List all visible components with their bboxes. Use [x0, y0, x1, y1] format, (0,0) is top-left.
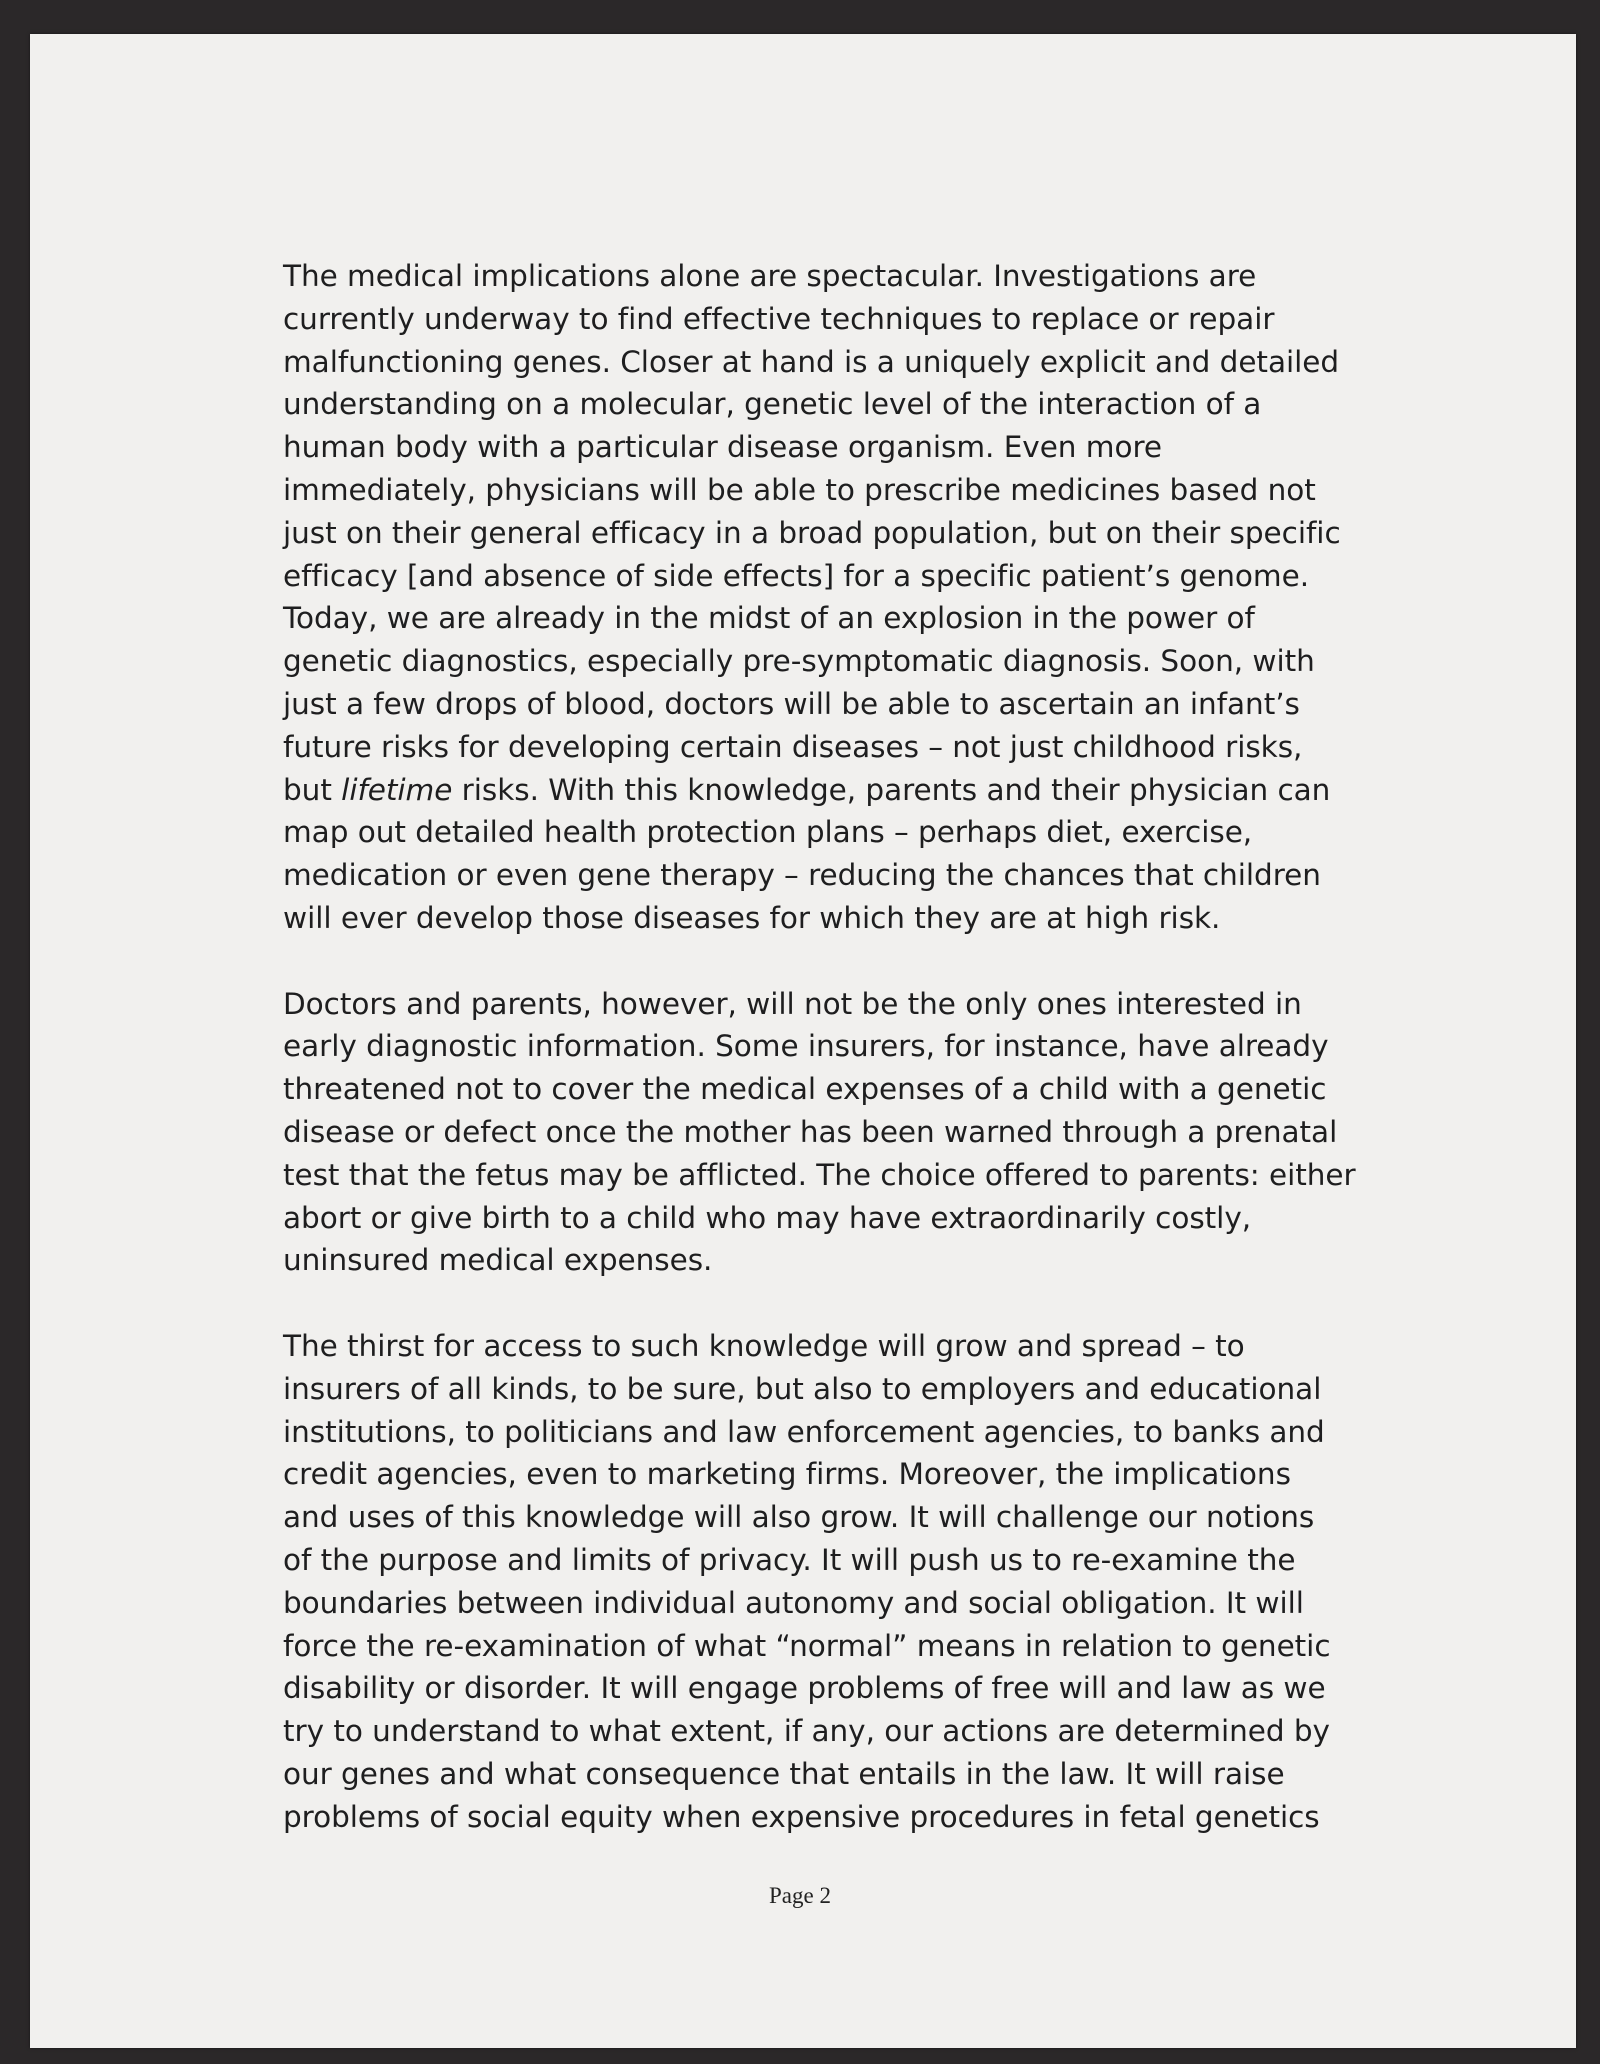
text-line: of the purpose and limits of privacy. It will push us to re-examine the: [283, 1542, 1296, 1577]
paragraph-spacer: [283, 1282, 1403, 1325]
text-line: efficacy [and absence of side effects] for a specific patient’s genome.: [283, 558, 1310, 593]
text-line: Today, we are already in the midst of an explosion in the power of: [283, 601, 1255, 636]
text-line: human body with a particular disease organism. Even more: [283, 430, 1162, 465]
text-line: boundaries between individual autonomy and social obligation. It will: [283, 1585, 1304, 1620]
text-run: risks. With this knowledge, parents and their physician can: [452, 772, 1331, 807]
text-line: medication or even gene therapy – reducing the chances that children: [283, 858, 1321, 893]
text-line: our genes and what consequence that entails in the law. It will raise: [283, 1756, 1285, 1791]
text-line: disease or defect once the mother has been warned through a prenatal: [283, 1114, 1338, 1149]
text-line: abort or give birth to a child who may have extraordinarily costly,: [283, 1200, 1252, 1235]
text-line: will ever develop those diseases for which they are at high risk.: [283, 900, 1221, 935]
text-line: future risks for developing certain diseases – not just childhood risks,: [283, 729, 1303, 764]
text-line: insurers of all kinds, to be sure, but also to employers and educational: [283, 1371, 1322, 1406]
text-line: malfunctioning genes. Closer at hand is a uniquely explicit and detailed: [283, 344, 1340, 379]
text-line: uninsured medical expenses.: [283, 1243, 713, 1278]
text-line: early diagnostic information. Some insurers, for instance, have already: [283, 1029, 1329, 1064]
text-line: disability or disorder. It will engage problems of free will and law as we: [283, 1671, 1326, 1706]
text-line: institutions, to politicians and law enforcement agencies, to banks and: [283, 1414, 1325, 1449]
text-line: genetic diagnostics, especially pre-symptomatic diagnosis. Soon, with: [283, 644, 1315, 679]
text-line: threatened not to cover the medical expenses of a child with a genetic: [283, 1072, 1327, 1107]
paragraph-doctors-and-parents: [283, 983, 1403, 1283]
text-run: but: [283, 772, 342, 807]
paragraph-spacer: [283, 940, 1403, 983]
body-text: [283, 255, 1403, 1838]
text-line: The thirst for access to such knowledge will grow and spread – to: [283, 1328, 1245, 1363]
text-line: currently underway to find effective techniques to replace or repair: [283, 301, 1275, 336]
emphasis-lifetime: lifetime: [341, 772, 453, 807]
text-line: problems of social equity when expensive procedures in fetal genetics: [283, 1799, 1320, 1834]
text-line: just on their general efficacy in a broad population, but on their specific: [283, 515, 1341, 550]
text-line: just a few drops of blood, doctors will be able to ascertain an infant’s: [283, 686, 1300, 721]
text-line: Doctors and parents, however, will not be the only ones interested in: [283, 986, 1302, 1021]
text-line: force the re-examination of what “normal” means in relation to genetic: [283, 1628, 1331, 1663]
document-page: [30, 34, 1576, 2048]
text-line-with-emphasis: [283, 769, 1403, 812]
paragraph-thirst-for-access: [283, 1325, 1403, 1839]
page-number: Page 2: [769, 1883, 831, 1908]
paragraph-medical-implications: [283, 255, 1403, 940]
text-line: understanding on a molecular, genetic level of the interaction of a: [283, 387, 1262, 422]
text-line: The medical implications alone are spectacular. Investigations are: [283, 259, 1257, 293]
text-line: test that the fetus may be afflicted. The choice offered to parents: either: [283, 1157, 1356, 1192]
text-line: and uses of this knowledge will also grow. It will challenge our notions: [283, 1500, 1315, 1535]
text-line: try to understand to what extent, if any, our actions are determined by: [283, 1714, 1330, 1749]
text-line: immediately, physicians will be able to prescribe medicines based not: [283, 472, 1316, 507]
text-line: credit agencies, even to marketing firms. Moreover, the implications: [283, 1457, 1291, 1492]
text-line: map out detailed health protection plans – perhaps diet, exercise,: [283, 815, 1253, 850]
